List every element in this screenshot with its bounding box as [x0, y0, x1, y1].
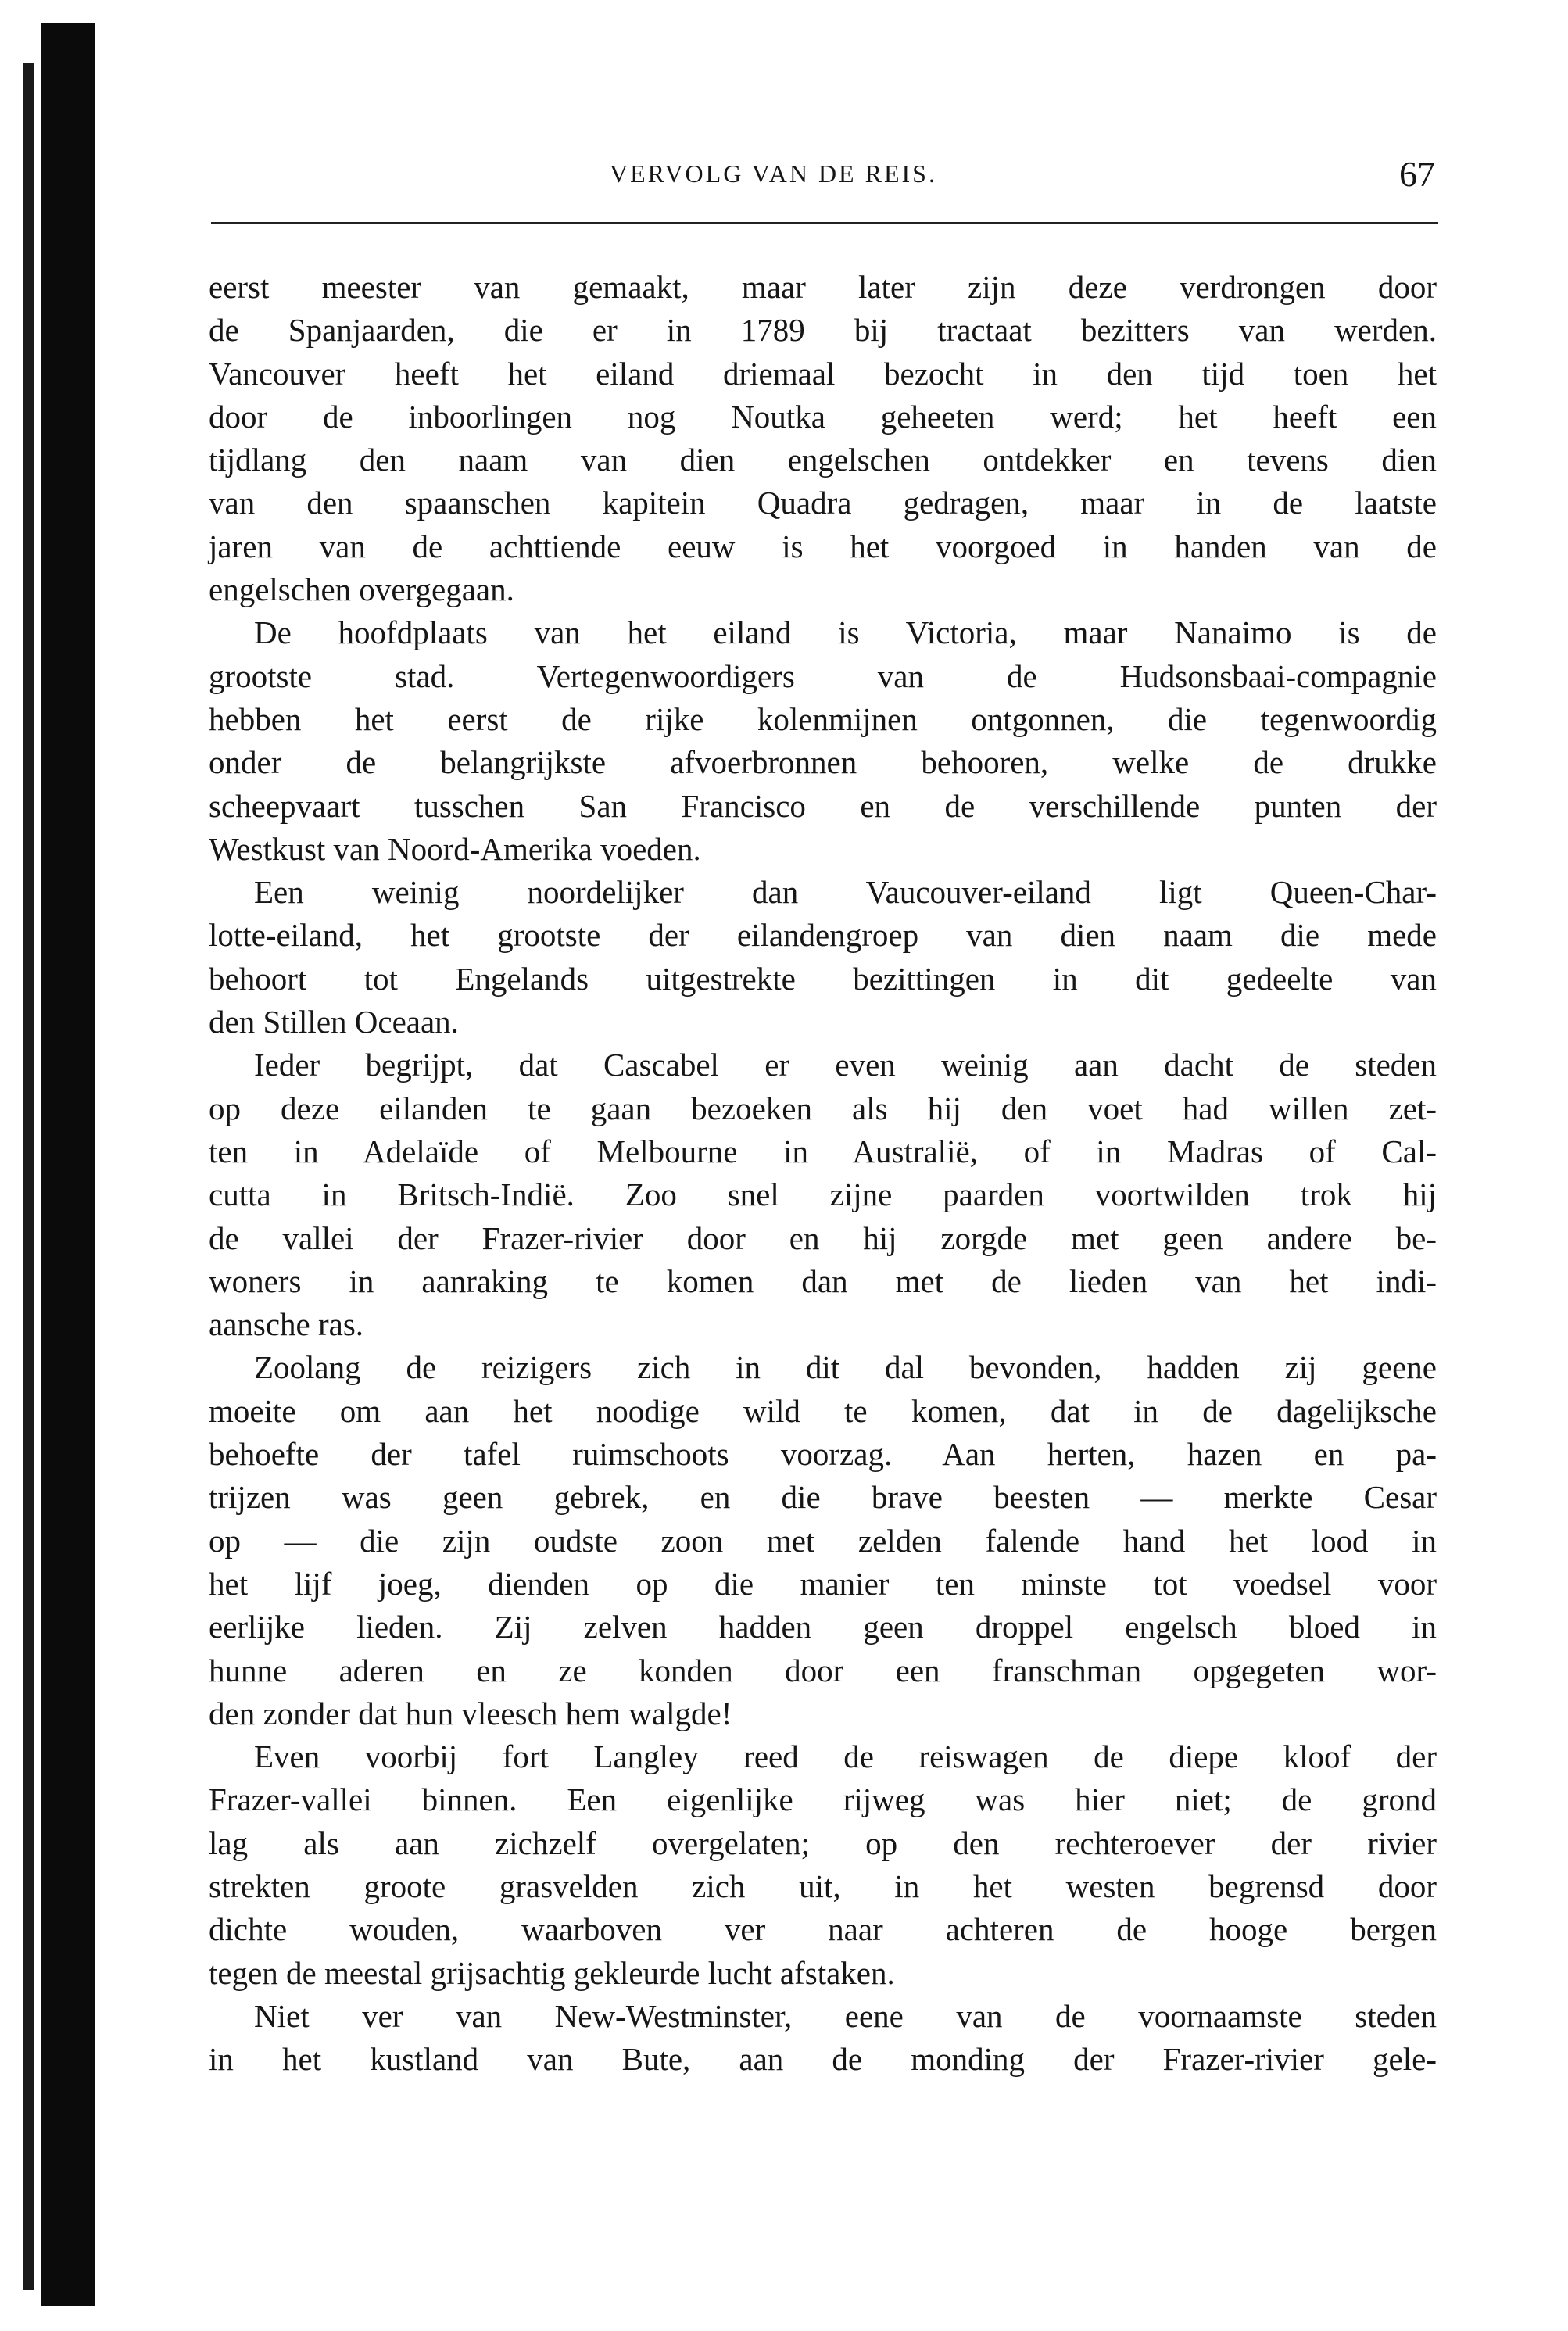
body-text [209, 266, 1437, 2081]
text-line: van den spaanschen kapitein Quadra gedragen, maar in de laatste [209, 485, 1437, 521]
text-line: Westkust van Noord-Amerika voeden. [209, 830, 701, 867]
text-line: in het kustland van Bute, aan de monding der Frazer-rivier gele- [209, 2041, 1437, 2078]
text-line: den zonder dat hun vleesch hem walgde! [209, 1695, 732, 1731]
paragraph [209, 1044, 1437, 1346]
paragraph [209, 1735, 1437, 1995]
text-line: onder de belangrijkste afvoerbronnen behooren, welke de drukke [209, 744, 1437, 781]
text-line: jaren van de achttiende eeuw is het voorgoed in handen van de [209, 528, 1437, 564]
text-line: tijdlang den naam van dien engelschen ontdekker en tevens dien [209, 442, 1437, 478]
text-line: scheepvaart tusschen San Francisco en de verschillende punten der [209, 787, 1437, 824]
text-line: lotte-eiland, het grootste der eilandengroep van dien naam die mede [209, 917, 1437, 954]
page-number: 67 [1399, 154, 1435, 194]
text-line: het lijf joeg, dienden op die manier ten minste tot voedsel voor [209, 1565, 1437, 1602]
text-line: eerst meester van gemaakt, maar later zijn deze verdrongen door [209, 269, 1437, 305]
text-line: strekten groote grasvelden zich uit, in het westen begrensd door [209, 1867, 1437, 1904]
text-line: op — die zijn oudste zoon met zelden falende hand het lood in [209, 1522, 1437, 1559]
text-line: hebben het eerst de rijke kolenmijnen ontgonnen, die tegenwoordig [209, 700, 1437, 737]
text-line: eerlijke lieden. Zij zelven hadden geen droppel engelsch bloed in [209, 1609, 1437, 1645]
text-line: hunne aderen en ze konden door een franschman opgegeten wor- [209, 1652, 1437, 1688]
text-line: Frazer-vallei binnen. Een eigenlijke rijweg was hier niet; de grond [209, 1781, 1437, 1818]
text-line: door de inboorlingen nog Noutka geheeten werd; het heeft een [209, 398, 1437, 435]
text-line: moeite om aan het noodige wild te komen, dat in de dagelijksche [209, 1392, 1437, 1429]
text-line: de Spanjaarden, die er in 1789 bij tractaat bezitters van werden. [209, 312, 1437, 349]
text-line: de vallei der Frazer-rivier door en hij zorgde met geen andere be- [209, 1219, 1437, 1256]
text-line: Vancouver heeft het eiland driemaal bezocht in den tijd toen het [209, 355, 1437, 392]
page-header [0, 153, 1568, 200]
scan-binding-shadow [41, 23, 95, 2306]
text-line: op deze eilanden te gaan bezoeken als hij den voet had willen zet- [209, 1090, 1437, 1126]
text-line: Zoolang de reizigers zich in dit dal bevonden, hadden zij geene [254, 1349, 1437, 1386]
text-line: Een weinig noordelijker dan Vaucouver-eiland ligt Queen-Char- [254, 874, 1437, 911]
text-line: woners in aanraking te komen dan met de lieden van het indi- [209, 1262, 1437, 1299]
header-rule [211, 222, 1438, 224]
text-line: trijzen was geen gebrek, en die brave beesten — merkte Cesar [209, 1479, 1437, 1516]
text-line: lag als aan zichzelf overgelaten; op den rechteroever der rivier [209, 1824, 1437, 1861]
running-title: VERVOLG VAN DE REIS. [610, 159, 937, 188]
text-line: ten in Adelaïde of Melbourne in Australië, of in Madras of Cal- [209, 1133, 1437, 1169]
text-line: behoefte der tafel ruimschoots voorzag. Aan herten, hazen en pa- [209, 1436, 1437, 1473]
text-line: aansche ras. [209, 1306, 364, 1343]
paragraph [209, 871, 1437, 1044]
paragraph [209, 1346, 1437, 1735]
paragraph [209, 611, 1437, 871]
text-line: Even voorbij fort Langley reed de reiswagen de diepe kloof der [254, 1738, 1437, 1775]
text-line: De hoofdplaats van het eiland is Victoria, maar Nanaimo is de [254, 614, 1437, 651]
text-line: Ieder begrijpt, dat Cascabel er even weinig aan dacht de steden [254, 1047, 1437, 1083]
paragraph [209, 266, 1437, 611]
text-line: dichte wouden, waarboven ver naar achteren de hooge bergen [209, 1911, 1437, 1948]
text-line: Niet ver van New-Westminster, eene van de voornaamste steden [254, 1997, 1437, 2034]
text-line: den Stillen Oceaan. [209, 1004, 459, 1040]
paragraph [209, 1995, 1437, 2082]
text-line: tegen de meestal grijsachtig gekleurde lucht afstaken. [209, 1954, 895, 1991]
text-line: grootste stad. Vertegenwoordigers van de Hudsonsbaai-compagnie [209, 657, 1437, 694]
text-line: cutta in Britsch-Indië. Zoo snel zijne paarden voortwilden trok hij [209, 1176, 1437, 1213]
scan-binding-edge [23, 63, 34, 2290]
text-line: engelschen overgegaan. [209, 571, 514, 608]
text-line: behoort tot Engelands uitgestrekte bezittingen in dit gedeelte van [209, 960, 1437, 997]
